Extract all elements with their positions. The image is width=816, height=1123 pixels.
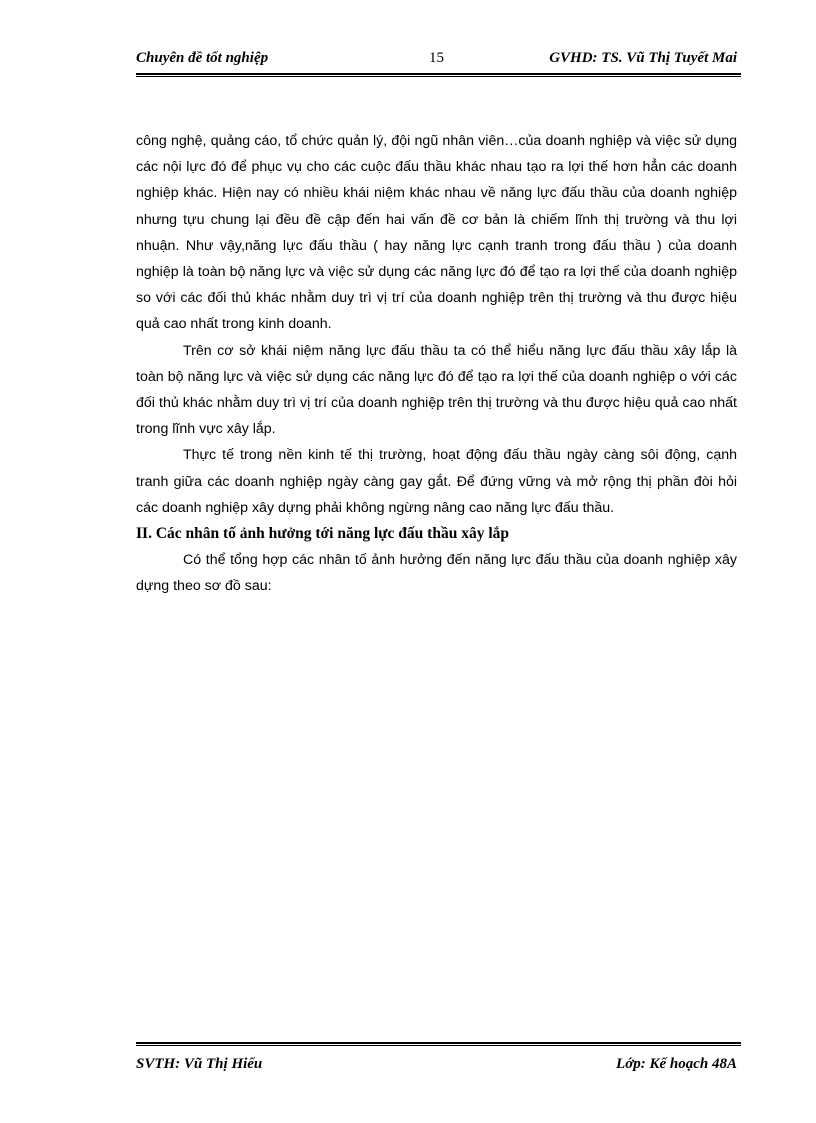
page-header [136, 46, 737, 72]
section-paragraph: Có thể tổng hợp các nhân tố ảnh hưởng đến năng lực đấu thầu của doanh nghiệp xây dựng theo sơ đồ sau: [136, 552, 737, 595]
header-title: Chuyên đề tốt nghiệp [136, 50, 269, 66]
page-number: 15 [429, 50, 444, 66]
header-divider [136, 73, 741, 77]
page-body [136, 128, 737, 600]
header-supervisor: GVHD: TS. Vũ Thị Tuyết Mai [549, 50, 737, 66]
body-paragraph-2: Trên cơ sở khái niệm năng lực đấu thầu ta có thể hiểu năng lực đấu thầu xây lắp là toàn bộ năng lực và việc sử dụng các năng lực đó để tạo ra lợi thế của doanh nghiệp o với các đối thủ khác nhằm duy trì vị trí của doanh nghiệp trên thị trường và thu được hiệu quả cao nhất trong lĩnh vực xây lắp. [136, 342, 737, 438]
body-paragraph-3: Thực tế trong nền kinh tế thị trường, hoạt động đấu thầu ngày càng sôi động, cạnh tranh giữa các doanh nghiệp ngày càng gay gắt. Để đứng vững và mở rộng thị phần đòi hỏi các doanh nghiệp xây dựng phải không ngừng nâng cao năng lực đấu thầu. [136, 447, 737, 516]
section-heading: II. Các nhân tố ảnh hưởng tới năng lực đấu thầu xây lắp [136, 525, 509, 543]
footer-class: Lớp: Kế hoạch 48A [616, 1056, 737, 1072]
body-paragraph-1: công nghệ, quảng cáo, tổ chức quản lý, đội ngũ nhân viên…của doanh nghiệp và việc sử dụng các nội lực đó để phục vụ cho các cuộc đấu thầu khác nhau tạo ra lợi thế hơn hẳn các doanh nghiệp khác. Hiện nay có nhiều khái niệm khác nhau về năng lực đấu thầu của doanh nghiệp nhưng tựu chung lại đều đề cập đến hai vấn đề cơ bản là chiếm lĩnh thị trường và thu lợi nhuận. Như vậy,năng lực đấu thầu ( hay năng lực cạnh tranh trong đấu thầu ) của doanh nghiệp là toàn bộ năng lực và việc sử dụng các năng lực đó để tạo ra lợi thế của doanh nghiệp so với các đối thủ khác nhằm duy trì vị trí của doanh nghiệp trên thị trường và thu được hiệu quả cao nhất trong kinh doanh. [136, 133, 737, 333]
footer-divider [136, 1042, 741, 1046]
footer-student: SVTH: Vũ Thị Hiếu [136, 1056, 263, 1072]
page-footer [136, 1056, 737, 1080]
